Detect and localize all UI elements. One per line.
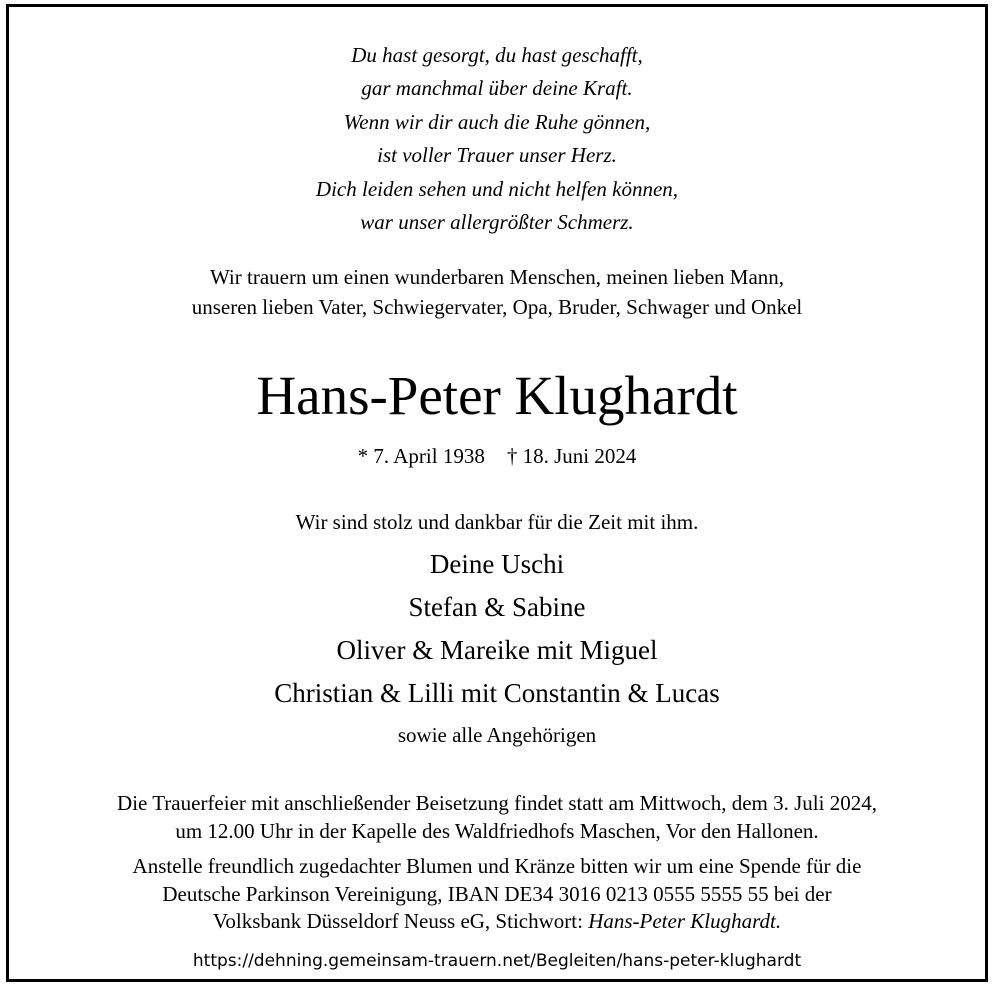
poem-line: ist voller Trauer unser Herz.	[377, 143, 617, 168]
family-member: Oliver & Mareike mit Miguel	[336, 635, 658, 665]
funeral-service-info	[9, 790, 985, 845]
family-member: Christian & Lilli mit Constantin & Lucas	[274, 678, 720, 708]
mourning-intro	[9, 262, 985, 322]
donation-line	[9, 908, 985, 936]
poem-line: Wenn wir dir auch die Ruhe gönnen,	[343, 109, 651, 134]
service-line: Die Trauerfeier mit anschließender Beisetzung findet statt am Mittwoch, dem 3. Juli 2024,	[117, 791, 877, 815]
obituary-frame	[6, 4, 988, 982]
family-member: Stefan & Sabine	[408, 592, 586, 622]
poem-line: Dich leiden sehen und nicht helfen können,	[315, 176, 679, 201]
birth-date: * 7. April 1938	[357, 444, 485, 468]
service-line: um 12.00 Uhr in der Kapelle des Waldfriedhofs Maschen, Vor den Hallonen.	[175, 818, 819, 843]
relatives-line: sowie alle Angehörigen	[397, 723, 597, 747]
deceased-name: Hans-Peter Klughardt	[256, 365, 738, 426]
memorial-url-link[interactable]: https://dehning.gemeinsam-trauern.net/Begleiten/hans-peter-klughardt	[192, 951, 802, 971]
donation-line: Anstelle freundlich zugedachter Blumen und Kränze bitten wir um eine Spende für die	[132, 854, 862, 878]
poem	[9, 39, 985, 239]
family-list	[9, 543, 985, 715]
family-member: Deine Uschi	[429, 549, 565, 579]
donation-bank: Volksbank Düsseldorf Neuss eG, Stichwort:	[212, 909, 589, 933]
donation-keyword: Hans-Peter Klughardt.	[588, 909, 782, 933]
poem-line: gar manchmal über deine Kraft.	[361, 76, 633, 101]
poem-line: Du hast gesorgt, du hast geschafft,	[351, 43, 643, 67]
donation-info	[9, 853, 985, 936]
poem-line: war unser allergrößter Schmerz.	[360, 210, 634, 235]
life-dates	[9, 441, 985, 471]
donation-line: Deutsche Parkinson Vereinigung, IBAN DE34 3016 0213 0555 5555 55 bei der	[162, 881, 832, 906]
intro-line: unseren lieben Vater, Schwiegervater, Opa, Bruder, Schwager und Onkel	[191, 295, 803, 319]
gratitude-line: Wir sind stolz und dankbar für die Zeit mit ihm.	[295, 510, 699, 534]
death-date: † 18. Juni 2024	[506, 444, 637, 468]
intro-line: Wir trauern um einen wunderbaren Menschen, meinen lieben Mann,	[209, 265, 785, 289]
